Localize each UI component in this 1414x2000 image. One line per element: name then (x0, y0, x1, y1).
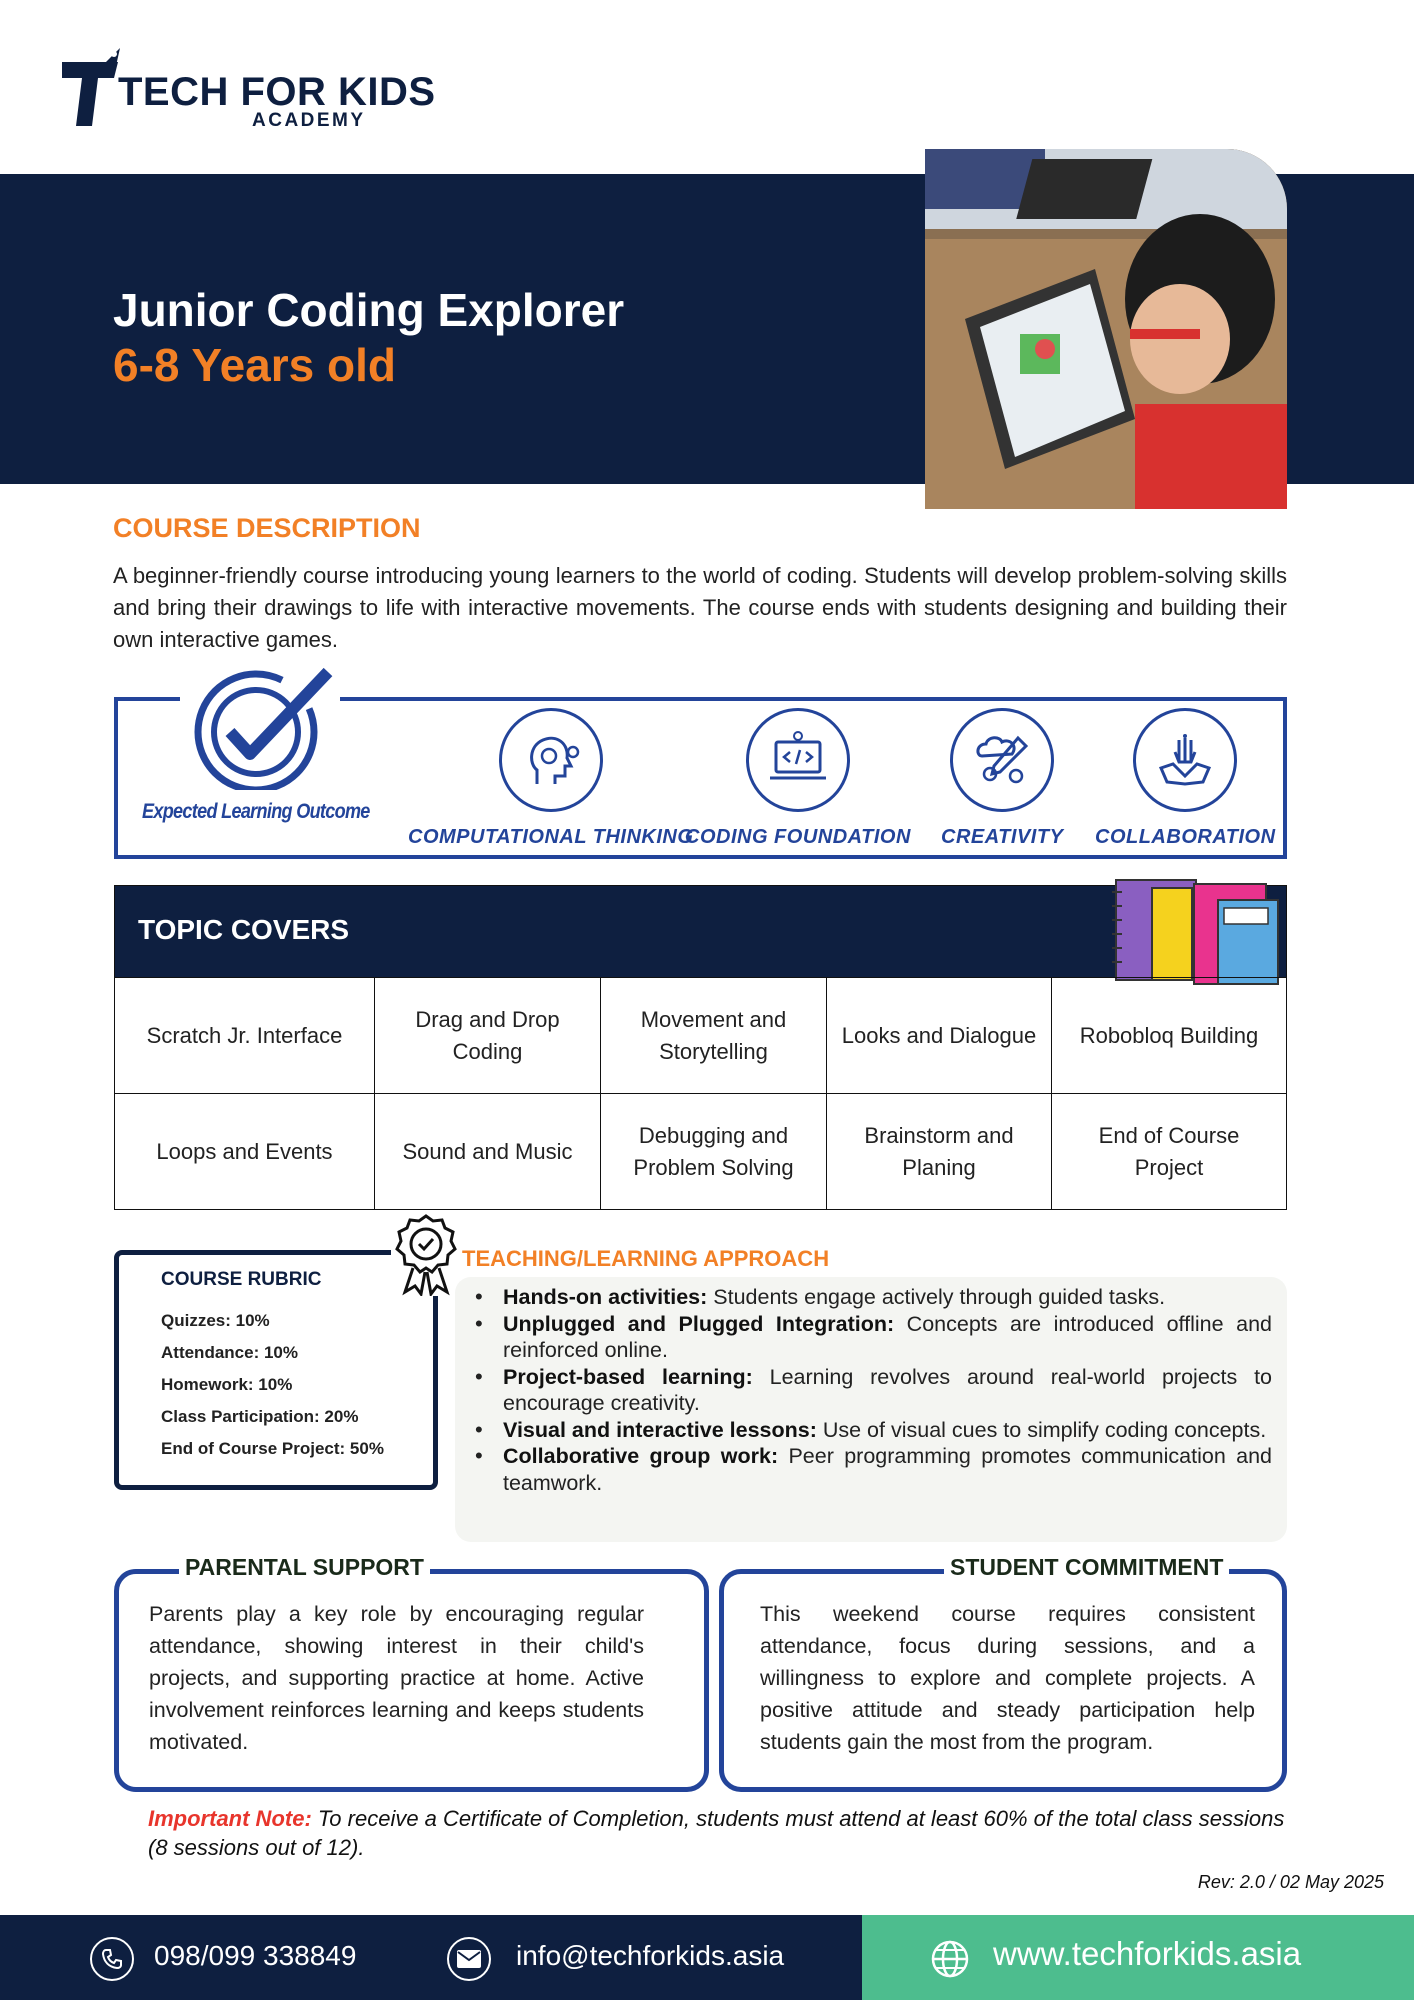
approach-text: Use of visual cues to simplify coding concepts. (816, 1417, 1267, 1442)
skill-label: COMPUTATIONAL THINKING (408, 826, 694, 848)
globe-icon (928, 1937, 972, 1981)
topic-cell: End of Course Project (1052, 1094, 1287, 1210)
rubric-item: End of Course Project: 50% (161, 1439, 384, 1458)
logo-sub: ACADEMY (252, 110, 366, 131)
topic-cell: Scratch Jr. Interface (115, 978, 375, 1094)
skill-creativity (941, 708, 1063, 849)
topic-covers-title: TOPIC COVERS (138, 914, 350, 945)
topic-cell: Sound and Music (375, 1094, 601, 1210)
hero-photo (925, 149, 1287, 509)
important-note (148, 1804, 1288, 1862)
topic-cell: Debugging and Problem Solving (601, 1094, 827, 1210)
tech-for-kids-logo-icon (62, 48, 124, 128)
email-icon (447, 1937, 491, 1981)
topic-table (114, 977, 1287, 1210)
list-item (471, 1417, 1272, 1444)
approach-bold: Collaborative group work: (503, 1444, 779, 1468)
rubric-item: Homework: 10% (161, 1375, 293, 1394)
ribbon-badge (391, 1212, 461, 1296)
table-row (115, 1094, 1287, 1210)
award-ribbon-icon (391, 1212, 461, 1296)
list-item (471, 1443, 1272, 1496)
phone-number-link[interactable]: 098/099 338849 (154, 1940, 357, 1971)
list-item (471, 1284, 1272, 1311)
course-description-text: A beginner-friendly course introducing young learners to the world of coding. Students will develop problem-solving skills and bring their drawings to life with interactive movements. The course ends with students designing and building their own interactive games. (113, 563, 1287, 652)
parental-support-text: Parents play a key role by encouraging regular attendance, showing interest in their child's projects, and supporting practice at home. Active involvement reinforces learning and keeps students motivated. (149, 1602, 644, 1754)
skill-label: COLLABORATION (1095, 826, 1276, 848)
laptop-code-icon (766, 728, 830, 792)
revision-info: Rev: 2.0 / 02 May 2025 (1197, 1872, 1384, 1892)
skill-label: CODING FOUNDATION (685, 826, 911, 848)
rubric-item: Attendance: 10% (161, 1343, 298, 1362)
approach-text: Students engage actively through guided tasks. (707, 1285, 1166, 1309)
parental-support-title: PARENTAL SUPPORT (179, 1554, 430, 1581)
course-description-heading: COURSE DESCRIPTION (113, 513, 421, 543)
hands-together-icon (1153, 728, 1217, 792)
topic-cell: Loops and Events (115, 1094, 375, 1210)
list-item (471, 1311, 1272, 1364)
notebooks-icon (1112, 878, 1282, 988)
age-range: 6-8 Years old (113, 339, 396, 391)
outcome-label: Expected Learning Outcome (142, 800, 370, 823)
child-with-tablet-illustration (925, 149, 1287, 509)
rubric-item: Quizzes: 10% (161, 1311, 270, 1330)
skill-coding-foundation (685, 708, 911, 849)
student-commitment-text: This weekend course requires consistent attendance, focus during sessions, and a willingness to explore and complete projects. A positive attitude and steady participation help students gain the most from the program. (760, 1602, 1255, 1754)
important-note-text: To receive a Certificate of Completion, students must attend at least 60% of the total class sessions (8 sessions out of 12). (148, 1806, 1285, 1860)
course-title: Junior Coding Explorer (113, 284, 625, 336)
skill-label: CREATIVITY (941, 826, 1064, 848)
email-link[interactable]: info@techforkids.asia (516, 1940, 785, 1971)
topic-cell: Movement and Storytelling (601, 978, 827, 1094)
approach-bold: Unplugged and Plugged Integration: (503, 1311, 895, 1336)
topic-cell: Brainstorm and Planing (827, 1094, 1052, 1210)
skill-collaboration (1095, 708, 1276, 849)
course-rubric-title: COURSE RUBRIC (161, 1269, 322, 1290)
approach-bold: Project-based learning: (503, 1364, 753, 1389)
table-row (115, 978, 1287, 1094)
outcome-badge (180, 660, 340, 790)
approach-text: Learning revolves around real-world projects to encourage creativity. (503, 1364, 1272, 1415)
logo (62, 38, 436, 133)
phone-icon (90, 1937, 134, 1981)
rubric-item: Class Participation: 20% (161, 1407, 359, 1426)
head-gear-icon (519, 728, 583, 792)
approach-text: Peer programming promotes communication and teamwork. (503, 1444, 1272, 1495)
teaching-approach-heading: TEACHING/LEARNING APPROACH (462, 1246, 830, 1271)
checkmark-circle-icon (180, 660, 340, 790)
student-commitment-title: STUDENT COMMITMENT (944, 1554, 1229, 1581)
important-note-label: Important Note: (148, 1806, 312, 1831)
topic-cell: Looks and Dialogue (827, 978, 1052, 1094)
skill-computational-thinking (408, 708, 693, 849)
topic-cell: Robobloq Building (1052, 978, 1287, 1094)
list-item (471, 1364, 1272, 1417)
topic-cell: Drag and Drop Coding (375, 978, 601, 1094)
approach-bold: Visual and interactive lessons: (503, 1417, 817, 1442)
approach-bold: Hands-on activities: (503, 1285, 708, 1309)
creativity-icon (970, 728, 1034, 792)
website-link[interactable]: www.techforkids.asia (993, 1935, 1302, 1972)
teaching-approach-list (471, 1284, 1272, 1496)
approach-text: Concepts are introduced offline and reinforced online. (503, 1311, 1272, 1362)
logo-brand: TECH FOR KIDS (118, 70, 436, 114)
